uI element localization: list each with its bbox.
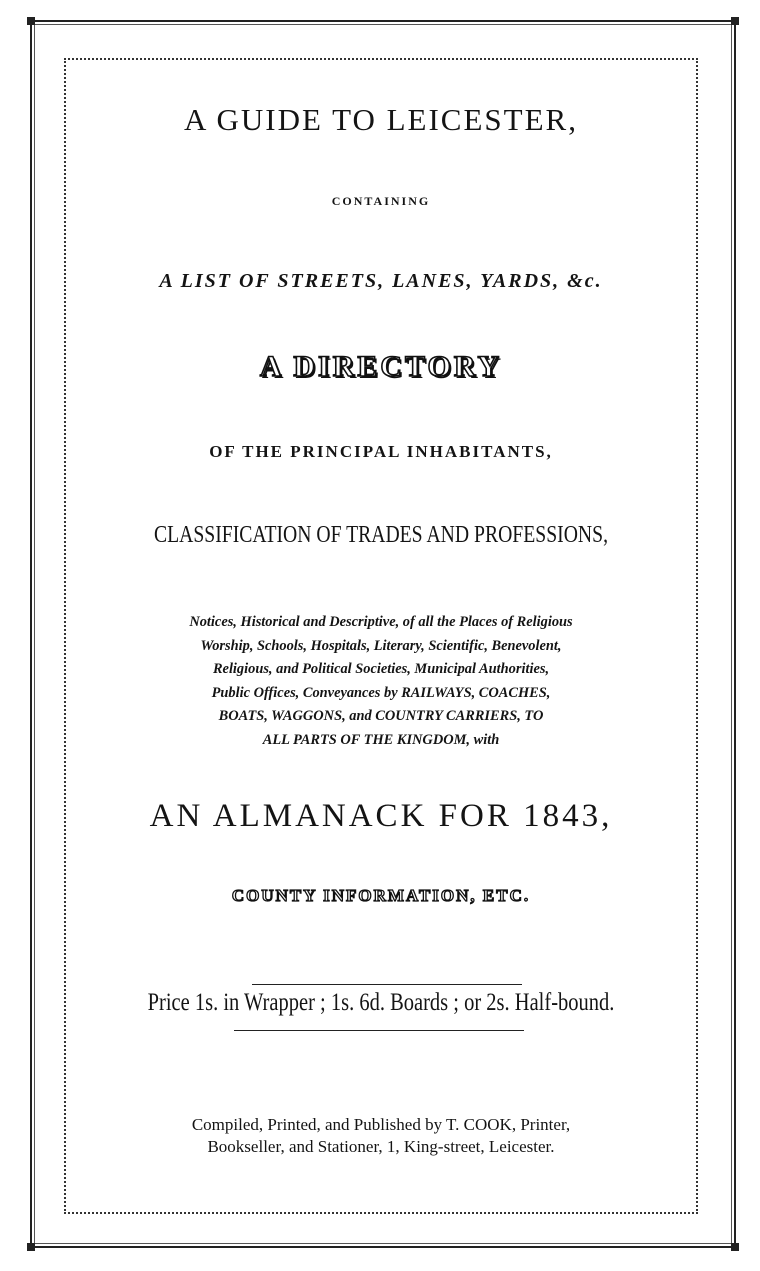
notice-line: BOATS, WAGGONS, and COUNTRY CARRIERS, TO bbox=[218, 708, 544, 724]
corner-ornament-top-right bbox=[731, 17, 739, 25]
notice-line: ALL PARTS OF THE KINGDOM, with bbox=[262, 731, 500, 748]
imprint-line: Bookseller, and Stationer, 1, King-street, Leicester. bbox=[207, 1137, 555, 1156]
notice-line: Religious, and Political Societies, Municipal Authorities, bbox=[212, 661, 550, 677]
almanack-heading: AN ALMANACK FOR 1843, bbox=[149, 798, 613, 834]
directory-heading: A DIRECTORY bbox=[259, 350, 503, 383]
corner-ornament-bottom-left bbox=[27, 1243, 35, 1251]
imprint-block bbox=[64, 1114, 698, 1158]
classification-line: CLASSIFICATION OF TRADES AND PROFESSIONS, bbox=[153, 522, 609, 548]
price-rule-bottom bbox=[234, 1030, 524, 1031]
notice-line: Public Offices, Conveyances by RAILWAYS, COACHES, bbox=[211, 684, 551, 701]
notices-paragraph bbox=[78, 611, 684, 752]
list-of-streets-line: A LIST OF STREETS, LANES, YARDS, &c. bbox=[159, 270, 603, 292]
principal-inhabitants-line: OF THE PRINCIPAL INHABITANTS, bbox=[209, 442, 553, 461]
notice-line: Notices, Historical and Descriptive, of all the Places of Religious bbox=[189, 614, 573, 630]
price-rule-top bbox=[252, 984, 522, 985]
notice-line: Worship, Schools, Hospitals, Literary, Scientific, Benevolent, bbox=[200, 637, 562, 654]
county-information-line: COUNTY INFORMATION, ETC. bbox=[231, 886, 531, 905]
corner-ornament-top-left bbox=[27, 17, 35, 25]
main-title: A GUIDE TO LEICESTER, bbox=[184, 102, 578, 137]
containing-label: CONTAINING bbox=[331, 194, 431, 208]
corner-ornament-bottom-right bbox=[731, 1243, 739, 1251]
price-line: Price 1s. in Wrapper ; 1s. 6d. Boards ; or 2s. Half-bound. bbox=[147, 989, 615, 1016]
imprint-line: Compiled, Printed, and Published by T. COOK, Printer, bbox=[191, 1115, 571, 1134]
